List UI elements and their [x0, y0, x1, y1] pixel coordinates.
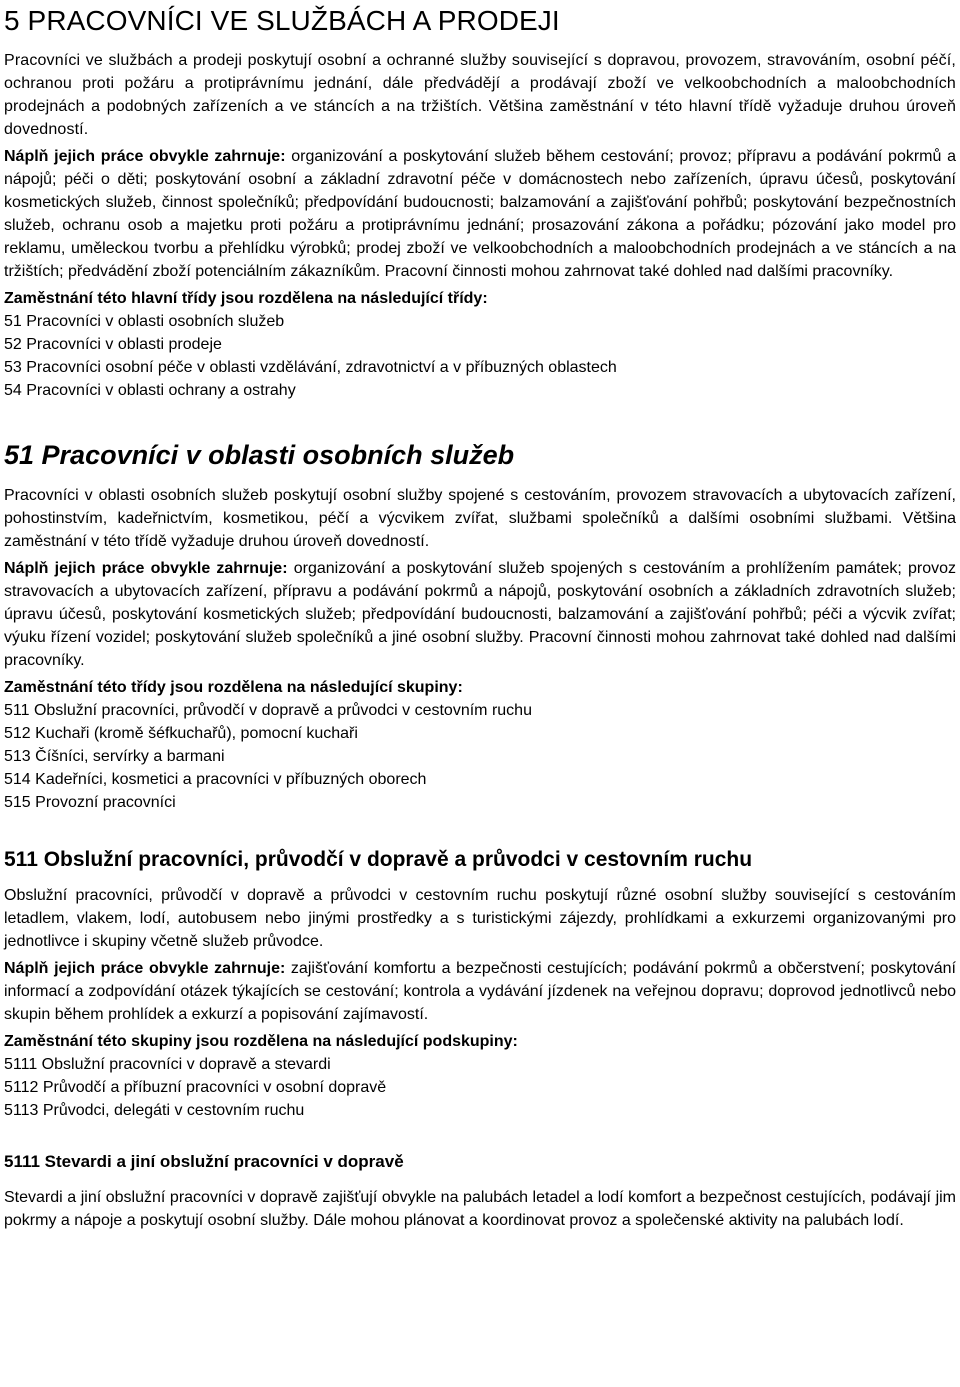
- section-5-class-list: [4, 310, 956, 402]
- list-item: 515 Provozní pracovníci: [4, 794, 176, 811]
- section-5-title: 5 PRACOVNÍCI VE SLUŽBÁCH A PRODEJI: [4, 5, 560, 36]
- section-51-duties-label: Náplň jejich práce obvykle zahrnuje:: [4, 560, 288, 577]
- section-511-duties-label: Náplň jejich práce obvykle zahrnuje:: [4, 960, 286, 977]
- section-51-intro: Pracovníci v oblasti osobních služeb poskytují osobní služby spojené s cestováním, provozem stravovacích a ubytovacích zařízení, pohostinstvím, kadeřnictvím, kosmetikou, péčí a výcvikem zvířat, službami společníků a dalšími osobními službami. Většina zaměstnání v této třídě vyžaduje druhou úroveň dovedností.: [4, 487, 956, 550]
- list-item: 53 Pracovníci osobní péče v oblasti vzdělávání, zdravotnictví a v příbuzných oblastech: [4, 359, 617, 376]
- list-item: 514 Kadeřníci, kosmetici a pracovníci v příbuzných oborech: [4, 771, 427, 788]
- section-5-intro: Pracovníci ve službách a prodeji poskytují osobní a ochranné služby související s dopravou, provozem, stravováním, osobní péčí, ochranou proti požáru a protiprávnímu jednání, dále předvádějí a prodávají zboží ve velkoobchodních a maloobchodních prodejnách a podobných zařízeních a ve stáncích a na tržištích. Většina zaměstnání v této hlavní třídě vyžaduje druhou úroveň dovedností.: [4, 52, 956, 138]
- section-511-duties: [4, 957, 956, 1026]
- section-51-duties-text: organizování a poskytování služeb spojených s cestováním a prohlížením památek; provoz stravovacích a ubytovacích zařízení, přípravu a podávání pokrmů a nápojů, poskytování osobních a základních zdravotních služeb; úpravu účesů, poskytování kosmetických služeb; předpovídání budoucnosti, balzamování a zajišťování pohřbů; péči a výcvik zvířat; výuku řízení vozidel; poskytování služeb společníků a jiné osobní služby. Pracovní činnosti mohou zahrnovat také dohled nad dalšími pracovníky.: [4, 560, 957, 669]
- section-511-subgroup-list: [4, 1053, 956, 1122]
- section-511-division-heading: Zaměstnání této skupiny jsou rozdělena na následující podskupiny:: [4, 1033, 518, 1050]
- list-item: 5112 Průvodčí a příbuzní pracovníci v osobní dopravě: [4, 1079, 387, 1096]
- section-511-intro: Obslužní pracovníci, průvodčí v dopravě a průvodci v cestovním ruchu poskytují různé osobní služby související s cestováním letadlem, vlakem, lodí, autobusem nebo jinými prostředky a s turistickými zájezdy, prohlídkami a exkurzemi organizovanými pro jednotlivce i skupiny včetně služeb průvodce.: [4, 887, 956, 950]
- list-item: 5111 Obslužní pracovníci v dopravě a stevardi: [4, 1056, 331, 1073]
- list-item: 52 Pracovníci v oblasti prodeje: [4, 336, 222, 353]
- section-511-duties-text: zajišťování komfortu a bezpečnosti cestujících; podávání pokrmů a občerstvení; poskytování informací a zodpovídání otázek týkajících se cestování; kontrola a vydávání jízdenek na veřejnou dopravu; doprovod jednotlivců nebo skupin během prohlídek a exkurzí a popisování zajímavostí.: [4, 960, 956, 1023]
- section-5-duties-text: organizování a poskytování služeb během cestování; provoz; přípravu a podávání pokrmů a nápojů; péči o děti; poskytování osobní a základní zdravotní péče v domácnostech nebo zařízeních, úpravu účesů, poskytování kosmetických služeb, činnost společníků; předpovídání budoucnosti; balzamování a zajišťování pohřbů; poskytování bezpečnostních služeb, ochranu osob a majetku proti požáru a protiprávnímu jednání; prosazování zákona a pořádku; pózování jako model pro reklamu, uměleckou tvorbu a přehlídku výrobků; prodej zboží ve velkoobchodních a maloobchodních prodejnách a ve stáncích a na tržištích; předvádění zboží potenciálním zákazníkům. Pracovní činnosti mohou zahrnovat také dohled nad dalšími pracovníky.: [4, 148, 956, 280]
- section-511-title: 511 Obslužní pracovníci, průvodčí v dopravě a průvodci v cestovním ruchu: [4, 848, 753, 871]
- section-5-duties: [4, 145, 956, 283]
- section-5111-intro: Stevardi a jiní obslužní pracovníci v dopravě zajišťují obvykle na palubách letadel a lodí komfort a bezpečnost cestujících, podávají jim pokrmy a nápoje a poskytují osobní služby. Dále mohou plánovat a koordinovat provoz a společenské aktivity na palubách lodí.: [4, 1189, 956, 1229]
- list-item: 5113 Průvodci, delegáti v cestovním ruchu: [4, 1102, 305, 1119]
- section-51-division-heading: Zaměstnání této třídy jsou rozdělena na následující skupiny:: [4, 679, 463, 696]
- section-5-duties-label: Náplň jejich práce obvykle zahrnuje:: [4, 148, 286, 165]
- list-item: 51 Pracovníci v oblasti osobních služeb: [4, 313, 285, 330]
- section-51-title: 51 Pracovníci v oblasti osobních služeb: [4, 440, 515, 470]
- section-5-division-heading: Zaměstnání této hlavní třídy jsou rozdělena na následující třídy:: [4, 290, 488, 307]
- section-5111-title: 5111 Stevardi a jiní obslužní pracovníci v dopravě: [4, 1152, 404, 1171]
- section-51-duties: [4, 557, 956, 672]
- list-item: 54 Pracovníci v oblasti ochrany a ostrahy: [4, 382, 296, 399]
- list-item: 513 Číšníci, servírky a barmani: [4, 748, 225, 765]
- list-item: 511 Obslužní pracovníci, průvodčí v dopravě a průvodci v cestovním ruchu: [4, 702, 532, 719]
- list-item: 512 Kuchaři (kromě šéfkuchařů), pomocní kuchaři: [4, 725, 358, 742]
- section-51-group-list: [4, 699, 956, 814]
